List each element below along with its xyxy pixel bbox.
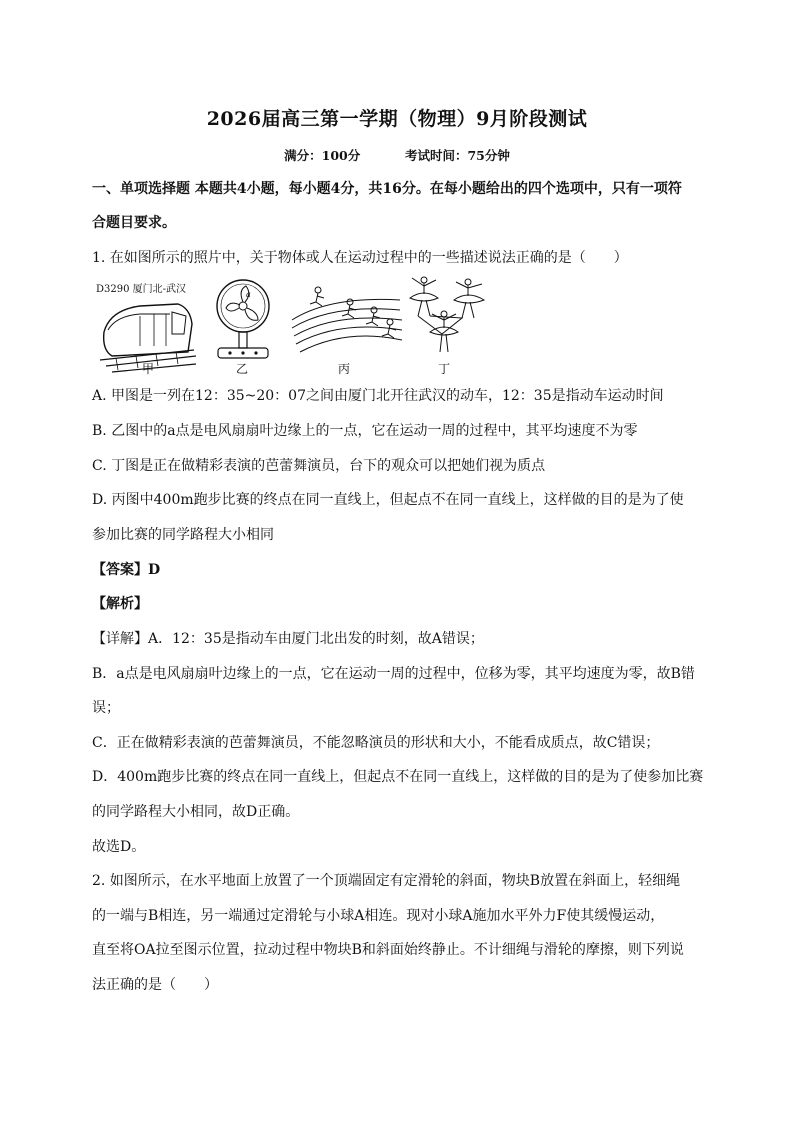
- question-1-option-a: A. 甲图是一列在12：35~20：07之间由厦门北开往武汉的动车，12：35是指动车运动时间: [92, 388, 664, 404]
- caption-jia: 甲: [142, 362, 155, 376]
- question-1-detail-d-line-2: 的同学路程大小相同，故D正确。: [92, 804, 300, 820]
- page-title: 2026届高三第一学期（物理）9月阶段测试: [206, 108, 588, 130]
- train-label: D3290 厦门北-武汉: [96, 284, 187, 295]
- question-1-detail-b-line-2: 误；: [92, 700, 120, 716]
- section-header-line-1: 一、单项选择题 本题共4小题，每小题4分，共16分。在每小题给出的四个选项中，只有一项符: [92, 181, 682, 197]
- question-1-detail-d-line-1: D．400m跑步比赛的终点在同一直线上，但起点不在同一直线上，这样做的目的是为了使参加比赛: [92, 769, 704, 785]
- question-1-option-d-line-1: D. 丙图中400m跑步比赛的终点在同一直线上，但起点不在同一直线上，这样做的目的是为了使: [92, 492, 684, 508]
- question-2-line-2: 的一端与B相连，另一端通过定滑轮与小球A相连。现对小球A施加水平外力F使其缓慢运动，: [92, 908, 665, 924]
- question-1-detail-c: C．正在做精彩表演的芭蕾舞演员，不能忽略演员的形状和大小，不能看成质点，故C错误；: [92, 735, 660, 751]
- question-1-conclusion: 故选D。: [92, 839, 146, 855]
- question-1-answer: 【答案】D: [92, 562, 161, 578]
- fan-illustration: [208, 278, 278, 362]
- question-2-line-1: 2. 如图所示，在水平地面上放置了一个顶端固定有定滑轮的斜面，物块B放置在斜面上，轻细绳: [92, 873, 681, 889]
- question-1-detail-a: 【详解】A．12：35是指动车由厦门北出发的时刻，故A错误；: [92, 631, 484, 647]
- time-label: 考试时间：75分钟: [404, 148, 510, 163]
- caption-bing: 丙: [338, 362, 351, 376]
- exam-info: [0, 146, 794, 164]
- ballet-illustration: [402, 272, 494, 358]
- caption-ding: 丁: [438, 362, 451, 376]
- question-1-option-b: B. 乙图中的a点是电风扇扇叶边缘上的一点，它在运动一周的过程中，其平均速度不为零: [92, 423, 638, 439]
- question-1-option-c: C. 丁图是正在做精彩表演的芭蕾舞演员，台下的观众可以把她们视为质点: [92, 458, 546, 474]
- question-1-figure: [92, 276, 512, 380]
- caption-yi: 乙: [236, 362, 249, 376]
- question-1-option-d-line-2: 参加比赛的同学路程大小相同: [92, 527, 274, 543]
- question-1-detail-b-line-1: B．a点是电风扇扇叶边缘上的一点，它在运动一周的过程中，位移为零，其平均速度为零，故B错: [92, 666, 695, 682]
- fan-point-marker: a: [246, 290, 251, 299]
- question-2-line-3: 直至将OA拉至图示位置，拉动过程中物块B和斜面始终静止。不计细绳与滑轮的摩擦，则下列说: [92, 942, 684, 958]
- score-label: 满分：100分: [284, 148, 361, 163]
- question-1-analysis-title: 【解析】: [92, 596, 148, 612]
- question-2-line-4: 法正确的是（ ）: [92, 977, 218, 993]
- question-1-stem: 1. 在如图所示的照片中，关于物体或人在运动过程中的一些描述说法正确的是（ ）: [92, 250, 628, 266]
- track-illustration: [290, 280, 406, 356]
- section-header-line-2: 合题目要求。: [92, 215, 176, 231]
